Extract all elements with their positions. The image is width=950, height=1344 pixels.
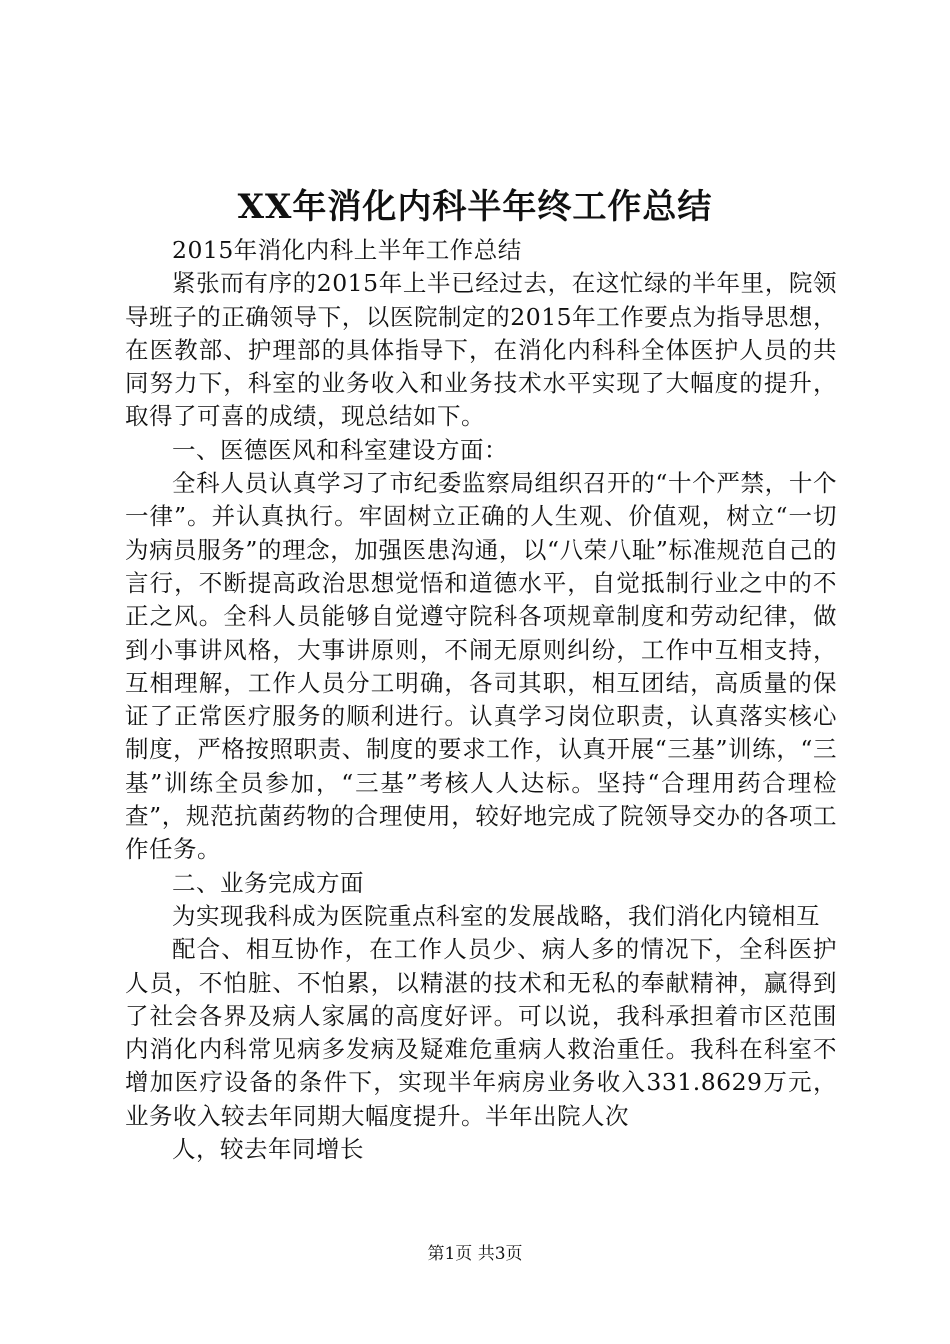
paragraph-section-1: 全科人员认真学习了市纪委监察局组织召开的“十个严禁，十个一律”。并认真执行。牢固树立正确的人生观、价值观，树立“一切为病员服务”的理念，加强医患沟通，以“八荣八耻”标准规范自己的言行，不断提高政治思想觉悟和道德水平，自觉抵制行业之中的不正之风。全科人员能够自觉遵守院科各项规章制度和劳动纪律，做到小事讲风格，大事讲原则，不闹无原则纠纷，工作中互相支持，互相理解，工作人员分工明确，各司其职，相互团结，高质量的保证了正常医疗服务的顺利进行。认真学习岗位职责，认真落实核心制度，严格按照职责、制度的要求工作，认真开展“三基”训练，“三基”训练全员参加，“三基”考核人人达标。坚持“合理用药合理检查”，规范抗菌药物的合理使用，较好地完成了院领导交办的各项工作任务。 <box>125 469 837 864</box>
paragraph-section-2b: 配合、相互协作，在工作人员少、病人多的情况下，全科医护人员，不怕脏、不怕累，以精湛的技术和无私的奉献精神，赢得到了社会各界及病人家属的高度好评。可以说，我科承担着市区范围内消化内科常见病多发病及疑难危重病人救治重任。我科在科室不增加医疗设备的条件下，实现半年病房业务收入331.8629万元，业务收入较去年同期大幅度提升。半年出院人次 <box>125 935 837 1130</box>
document-body <box>125 234 837 1166</box>
paragraph-section-2a: 为实现我科成为医院重点科室的发展战略，我们消化内镜相互 <box>172 901 820 930</box>
document-title: XX年消化内科半年终工作总结 <box>237 187 713 227</box>
paragraph-intro: 紧张而有序的2015年上半已经过去，在这忙绿的半年里，院领导班子的正确领导下，以医院制定的2015年工作要点为指导思想，在医教部、护理部的具体指导下，在消化内科科全体医护人员的共同努力下，科室的业务收入和业务技术水平实现了大幅度的提升，取得了可喜的成绩，现总结如下。 <box>125 269 837 431</box>
page-number-footer: 第1页 共3页 <box>427 1244 523 1264</box>
section-heading-2: 二、业务完成方面 <box>172 868 364 897</box>
section-heading-1: 一、医德医风和科室建设方面： <box>172 435 508 464</box>
paragraph-subtitle: 2015年消化内科上半年工作总结 <box>172 236 522 264</box>
paragraph-section-2c: 人，较去年同增长 <box>172 1135 364 1164</box>
